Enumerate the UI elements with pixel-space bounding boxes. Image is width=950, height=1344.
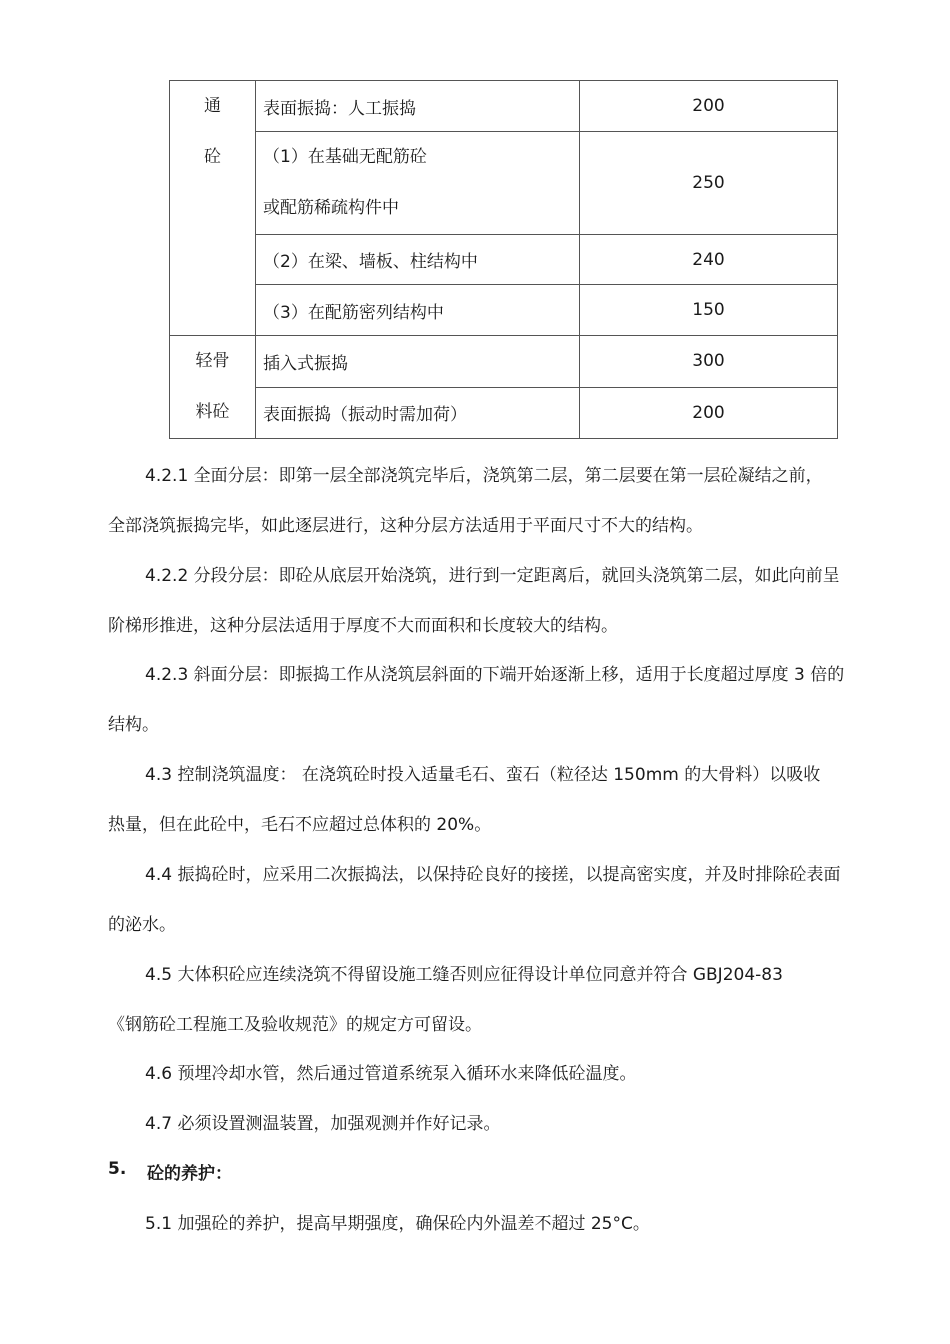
paragraph-4-3-line2: 热量，但在此砼中，毛石不应超过总体积的 20%。 [108,815,492,835]
value-cell: 150 [580,285,838,336]
value-cell: 200 [580,387,838,439]
method-cell: 表面振捣：人工振捣 [256,81,580,132]
value-cell: 250 [580,132,838,235]
method-cell [256,132,580,235]
method-cell: 插入式振捣 [256,336,580,388]
category-label: 料砼 [195,402,230,422]
value-cell: 240 [580,235,838,285]
table-row [170,81,838,132]
paragraph-4-3-line1: 4.3 控制浇筑温度： 在浇筑砼时投入适量毛石、蛮石（粒径达 150mm 的大骨料）以吸收 [145,765,821,785]
method-line: （1）在基础无配筋砼 [263,147,427,167]
table-row [170,132,838,235]
category-cell-normal-concrete [170,81,256,336]
vibration-depth-table [169,80,838,439]
paragraph-4-2-1-line2: 全部浇筑振捣完毕，如此逐层进行，这种分层方法适用于平面尺寸不大的结构。 [108,516,703,536]
category-label: 轻骨 [195,351,230,371]
table-row [170,235,838,285]
paragraph-4-2-2-line2: 阶梯形推进，这种分层法适用于厚度不大而面积和长度较大的结构。 [108,616,618,636]
paragraph-4-2-3-line2: 结构。 [108,715,159,735]
paragraph-4-2-3-line1: 4.2.3 斜面分层：即振捣工作从浇筑层斜面的下端开始逐渐上移，适用于长度超过厚度 3 倍的 [145,665,845,685]
table-row [170,336,838,388]
paragraph-4-4-line1: 4.4 振捣砼时，应采用二次振捣法，以保持砼良好的接搓，以提高密实度，并及时排除砼表面 [145,865,841,885]
method-cell: 表面振捣（振动时需加荷） [256,387,580,439]
category-label: 通 [204,96,221,116]
table-row [170,285,838,336]
category-cell-lightweight-concrete [170,336,256,439]
method-cell: （3）在配筋密列结构中 [256,285,580,336]
paragraph-5-1: 5.1 加强砼的养护，提高早期强度，确保砼内外温差不超过 25°C。 [145,1214,650,1234]
paragraph-4-6: 4.6 预埋冷却水管，然后通过管道系统泵入循环水来降低砼温度。 [145,1064,637,1084]
paragraph-4-4-line2: 的泌水。 [108,915,176,935]
table-row [170,387,838,439]
paragraph-4-5-line2: 《钢筋砼工程施工及验收规范》的规定方可留设。 [108,1015,482,1035]
method-line: 或配筋稀疏构件中 [263,198,399,218]
paragraph-4-2-1-line1: 4.2.1 全面分层：即第一层全部浇筑完毕后，浇筑第二层，第二层要在第一层砼凝结之前， [145,466,823,486]
section-5-number: 5. [108,1159,127,1179]
paragraph-4-7: 4.7 必须设置测温装置，加强观测并作好记录。 [145,1114,501,1134]
value-cell: 200 [580,81,838,132]
paragraph-4-5-line1: 4.5 大体积砼应连续浇筑不得留设施工缝否则应征得设计单位同意并符合 GBJ204-83 [145,965,783,985]
method-cell: （2）在梁、墙板、柱结构中 [256,235,580,285]
value-cell: 300 [580,336,838,388]
section-5-title: 砼的养护： [147,1164,232,1184]
paragraph-4-2-2-line1: 4.2.2 分段分层：即砼从底层开始浇筑，进行到一定距离后，就回头浇筑第二层，如此向前呈 [145,566,840,586]
category-label: 砼 [204,147,221,167]
